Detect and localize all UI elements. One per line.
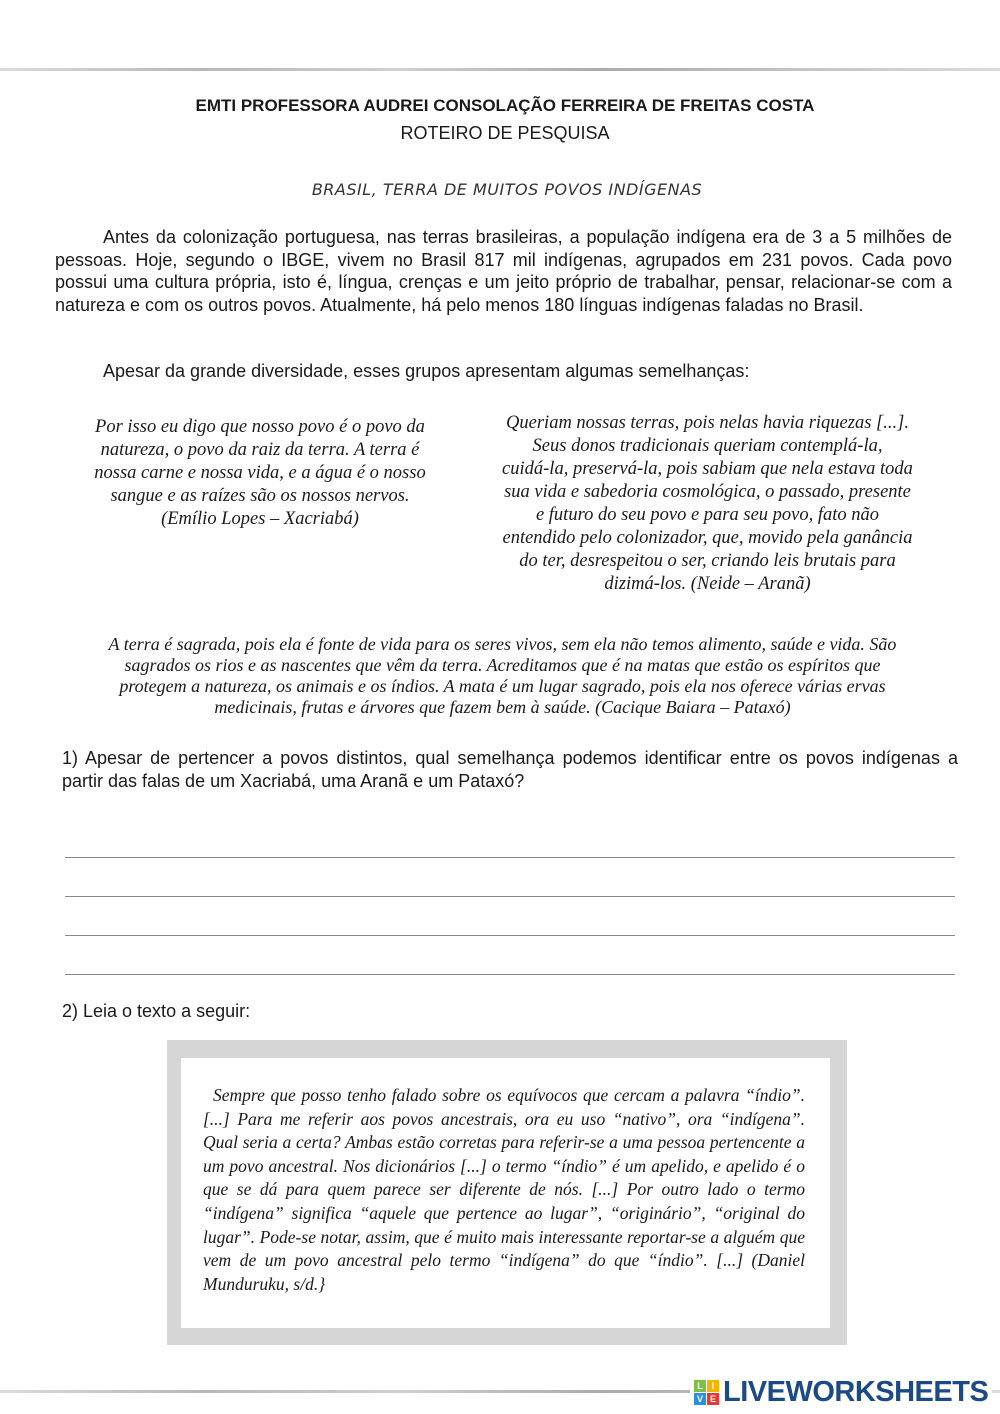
quote-xacriaba: Por isso eu digo que nosso povo é o povo da natureza, o povo da raiz da terra. A terra é nossa carne e nossa vida, e a água é o nosso sangue e as raízes são os nossos nervos. (Emílio Lopes – Xacriabá)	[94, 417, 426, 529]
answer-line-2[interactable]	[65, 896, 955, 897]
theme-title: BRASIL, TERRA DE MUITOS POVOS INDÍGENAS	[311, 180, 703, 199]
quote-arana: Queriam nossas terras, pois nelas havia riquezas [...]. Seus donos tradicionais queriam contemplá-la, cuidá-la, preservá-la, pois sabiam que nela estava toda sua vida e sabedoria cosmológica, o passado, presente e futuro do seu povo e para seu povo, fato não entendido pelo colonizador, que, movido pela ganância do ter, desrespeitou o ser, criando leis brutais para dizimá-los. (Neide – Aranã)	[502, 413, 913, 594]
logo-letter: L	[694, 1380, 706, 1392]
logo-text: LIVEWORKSHEETS	[723, 1376, 989, 1408]
logo-letter: E	[707, 1393, 719, 1405]
reading-text: Sempre que posso tenho falado sobre os equívocos que cercam a palavra “índio”. [...] Para me referir aos povos ancestrais, ora eu uso “nativo”, ora “indígena”. Qual seria a certa? Ambas estão corretas para referir-se a uma pessoa pertencente a um povo ancestral. Nos dicionários [...] o termo “índio” é um apelido, e apelido é o que se dá para quem parece ser diferente de nós. [...] Por outro lado o termo “indígena” significa “aquele que pertence ao lugar”, “originário”, “original do lugar”. Pode-se notar, assim, que é muito mais interessante reportar-se a alguém que vem de um povo ancestral pelo termo “indígena” do que “índio”. [...] (Daniel Munduruku, s/d.}	[203, 1085, 805, 1294]
logo-letter: V	[694, 1393, 706, 1405]
answer-line-4[interactable]	[65, 974, 955, 975]
school-name: EMTI PROFESSORA AUDREI CONSOLAÇÃO FERREIRA DE FREITAS COSTA	[195, 96, 815, 115]
intro-lead: Apesar da grande diversidade, esses grupos apresentam algumas semelhanças:	[103, 361, 750, 381]
question-1: 1) Apesar de pertencer a povos distintos, qual semelhança podemos identificar entre os povos indígenas a partir das falas de um Xacriabá, uma Aranã e um Pataxó?	[62, 748, 958, 791]
top-edge	[0, 68, 1000, 71]
logo-cube-icon	[694, 1380, 719, 1405]
logo-letter: I	[707, 1380, 719, 1392]
liveworksheets-logo	[690, 1376, 992, 1409]
question-2: 2) Leia o texto a seguir:	[62, 1001, 251, 1021]
document-subtitle: ROTEIRO DE PESQUISA	[400, 123, 610, 143]
answer-line-1[interactable]	[65, 857, 955, 858]
quote-pataxo: A terra é sagrada, pois ela é fonte de vida para os seres vivos, sem ela não temos alimento, saúde e vida. São sagrados os rios e as nascentes que vêm da terra. Acreditamos que é na matas que estão os espíritos que protegem a natureza, os animais e os índios. A mata é um lugar sagrado, pois ela nos oferece várias ervas medicinais, frutas e árvores que fazem bem à saúde. (Cacique Baiara – Pataxó)	[108, 634, 897, 717]
intro-paragraph: Antes da colonização portuguesa, nas terras brasileiras, a população indígena era de 3 a 5 milhões de pessoas. Hoje, segundo o IBGE, vivem no Brasil 817 mil indígenas, agrupados em 231 povos. Cada povo possui uma cultura própria, isto é, língua, crenças e um jeito próprio de trabalhar, pensar, relacionar-se com a natureza e com os outros povos. Atualmente, há pelo menos 180 línguas indígenas faladas no Brasil.	[55, 227, 952, 315]
answer-line-3[interactable]	[65, 935, 955, 936]
